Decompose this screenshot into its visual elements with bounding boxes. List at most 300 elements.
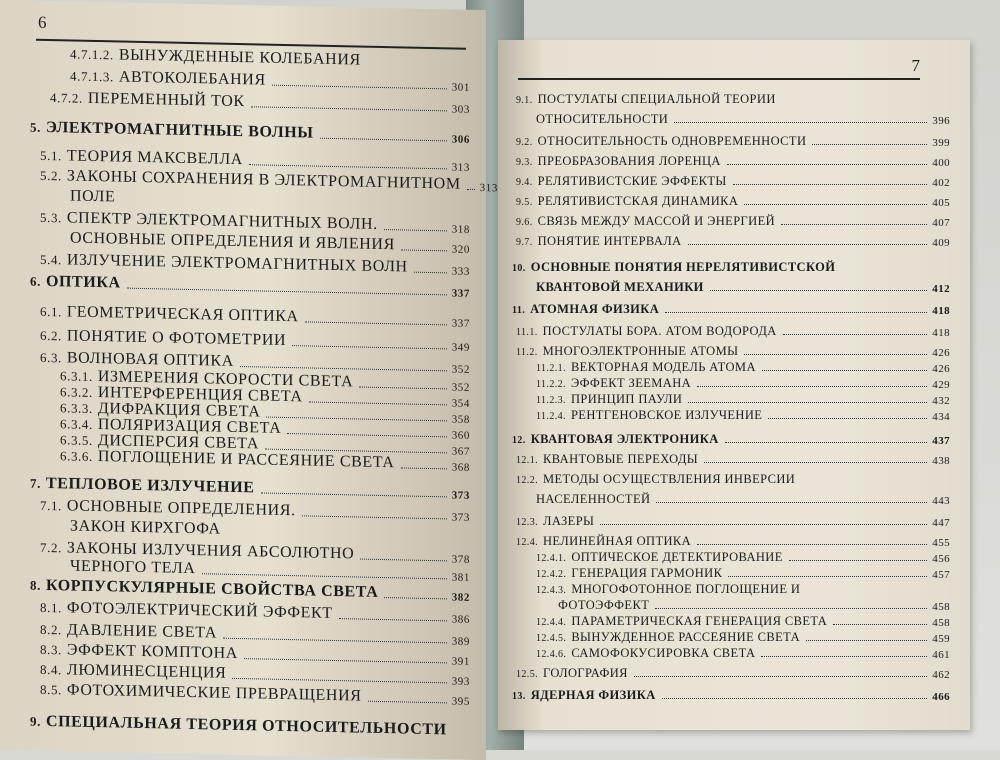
toc-entry-text: ОПТИКА	[45, 272, 121, 292]
toc-entry-number: 7.2.	[40, 539, 62, 556]
toc-entry-number: 9.1.	[516, 95, 533, 106]
toc-entry-number: 5.4.	[40, 251, 62, 268]
toc-entry-text: ПОСТУЛАТЫ БОРА. АТОМ ВОДОРОДА	[542, 324, 777, 338]
toc-entry-text: ГЕОМЕТРИЧЕСКАЯ ОПТИКА	[66, 303, 299, 326]
toc-entry-text: СВЯЗЬ МЕЖДУ МАССОЙ И ЭНЕРГИЕЙ	[537, 214, 776, 228]
toc-entry-number: 12.2.	[516, 475, 538, 486]
toc-entry-title	[70, 557, 199, 578]
toc-entry-number: 6.3.5.	[60, 432, 93, 448]
toc-entry-number: 6.	[30, 273, 41, 289]
toc-entry-number: 9.6.	[516, 217, 533, 228]
toc-entry-text: ФОТОЭФФЕКТ	[558, 598, 650, 612]
toc-entry-page: 318	[451, 223, 470, 236]
toc-entry-number: 5.3.	[40, 209, 62, 226]
toc-entry-text: ВЫНУЖДЕННЫЕ КОЛЕБАНИЯ	[118, 46, 361, 69]
dot-leader	[401, 249, 447, 251]
toc-entry-text: ДИФРАКЦИЯ СВЕТА	[97, 400, 261, 421]
dot-leader	[249, 164, 447, 169]
toc-entry-text: НЕЛИНЕЙНАЯ ОПТИКА	[543, 534, 692, 548]
toc-entry-text: РЕНТГЕНОВСКОЕ ИЗЛУЧЕНИЕ	[570, 408, 763, 422]
toc-entry-number: 5.1.	[40, 147, 62, 164]
dot-leader	[704, 462, 927, 463]
toc-entry-page: 354	[451, 397, 470, 410]
toc-entry-title	[70, 45, 364, 69]
toc-entry-number: 7.1.	[40, 497, 62, 514]
toc-entry-page: 337	[451, 287, 470, 300]
left-page	[0, 0, 498, 760]
toc-entry-title	[536, 360, 759, 375]
left-page-number: 6	[38, 12, 47, 32]
toc-entry-page: 303	[451, 103, 470, 116]
toc-entry-title	[516, 472, 798, 487]
toc-entry-number: 11.	[512, 305, 526, 316]
toc-entry-number: 12.4.3.	[536, 585, 567, 596]
right-toc-entry	[536, 376, 950, 391]
toc-entry-number: 12.4.1.	[536, 553, 567, 564]
toc-entry-page: 389	[451, 635, 470, 648]
toc-entry-title	[40, 661, 229, 683]
dot-leader	[292, 345, 447, 349]
left-toc-entry	[50, 89, 470, 116]
toc-entry-title	[536, 392, 685, 407]
right-toc-entry	[536, 392, 950, 407]
toc-entry-text: ОПТИЧЕСКОЕ ДЕТЕКТИРОВАНИЕ	[571, 550, 783, 564]
toc-entry-number: 6.3.4.	[60, 416, 93, 432]
right-toc-entry	[516, 134, 950, 149]
toc-entry-title	[536, 566, 725, 581]
toc-entry-text: ЗАКОНЫ ИЗЛУЧЕНИЯ АБСОЛЮТНО	[66, 539, 355, 563]
left-toc-entry	[30, 273, 470, 300]
toc-entry-page: 400	[932, 157, 950, 169]
toc-entry-text: ЗАКОНЫ СОХРАНЕНИЯ В ЭЛЕКТРОМАГНИТНОМ	[66, 167, 461, 193]
toc-entry-title	[516, 194, 741, 209]
dot-leader	[655, 608, 927, 609]
dot-leader	[665, 312, 927, 313]
toc-entry-number: 4.7.1.2.	[70, 46, 114, 63]
toc-entry-title	[70, 67, 269, 89]
dot-leader	[384, 229, 447, 231]
toc-entry-page: 396	[932, 115, 950, 127]
toc-entry-page: 459	[932, 633, 950, 645]
toc-entry-title	[40, 599, 336, 623]
toc-entry-page: 368	[451, 461, 470, 474]
dot-leader	[812, 144, 927, 145]
right-toc-entry	[536, 646, 950, 661]
toc-entry-number: 6.3.3.	[60, 400, 93, 416]
toc-entry-number: 11.1.	[516, 327, 538, 338]
dot-leader	[232, 678, 446, 683]
toc-entry-page: 395	[451, 695, 470, 708]
right-toc-entry	[536, 566, 950, 581]
toc-entry-text: ТЕОРИЯ МАКСВЕЛЛА	[66, 147, 243, 169]
dot-leader	[833, 624, 927, 625]
toc-entry-page: 382	[451, 591, 470, 604]
toc-entry-number: 11.2.1.	[536, 363, 566, 374]
toc-entry-title	[512, 432, 722, 447]
dot-leader	[697, 544, 927, 545]
dot-leader	[368, 701, 447, 704]
left-toc-entry	[30, 119, 470, 146]
toc-entry-number: 7.	[30, 475, 41, 491]
toc-entry-title	[536, 376, 694, 391]
toc-entry-page: 337	[451, 317, 470, 330]
toc-entry-text: ПРИНЦИП ПАУЛИ	[570, 392, 683, 406]
toc-entry-number: 11.2.	[516, 347, 538, 358]
toc-entry-title	[30, 119, 317, 143]
toc-entry-number: 12.	[512, 435, 526, 446]
toc-entry-number: 5.2.	[40, 167, 62, 184]
right-toc-entry	[516, 452, 950, 467]
toc-entry-number: 8.4.	[40, 661, 62, 678]
right-toc-entry	[536, 408, 950, 423]
toc-entry-text: АТОМНАЯ ФИЗИКА	[530, 302, 660, 316]
dot-leader	[244, 658, 447, 663]
toc-entry-title	[516, 344, 741, 359]
toc-entry-text: ИЗЛУЧЕНИЕ ЭЛЕКТРОМАГНИТНЫХ ВОЛН	[66, 251, 408, 276]
toc-entry-text: ОСНОВНЫЕ ПОНЯТИЯ НЕРЕЛЯТИВИСТСКОЙ	[530, 260, 836, 274]
toc-entry-number: 4.7.1.3.	[70, 68, 114, 85]
toc-entry-title	[30, 713, 450, 740]
toc-entry-text: КВАНТОВАЯ ЭЛЕКТРОНИКА	[530, 432, 719, 446]
toc-entry-title	[70, 187, 118, 206]
toc-entry-title	[512, 302, 662, 317]
toc-entry-text: ЧЕРНОГО ТЕЛА	[70, 557, 196, 578]
toc-entry-number: 12.1.	[516, 455, 538, 466]
toc-entry-page: 381	[451, 571, 470, 584]
dot-leader	[600, 524, 927, 525]
toc-entry-title	[516, 324, 780, 339]
toc-entry-number: 5.	[30, 119, 41, 135]
toc-entry-page: 320	[451, 243, 470, 256]
dot-leader	[725, 442, 928, 443]
toc-entry-page: 412	[932, 283, 950, 295]
dot-leader	[339, 618, 447, 621]
toc-entry-number: 9.	[30, 713, 41, 729]
toc-entry-page: 301	[451, 81, 470, 94]
toc-entry-text: ДИСПЕРСИЯ СВЕТА	[97, 432, 259, 453]
toc-entry-number: 11.2.2.	[536, 379, 566, 390]
toc-entry-page: 399	[932, 137, 950, 149]
toc-entry-title	[536, 550, 786, 565]
right-toc-entry	[516, 154, 950, 169]
right-toc-entry	[536, 112, 950, 127]
toc-entry-page: 455	[932, 537, 950, 549]
dot-leader	[727, 164, 927, 165]
toc-entry-page: 437	[932, 435, 950, 447]
toc-entry-text: КВАНТОВЫЕ ПЕРЕХОДЫ	[543, 452, 699, 466]
toc-entry-text: ИНТЕРФЕРЕНЦИЯ СВЕТА	[97, 384, 303, 406]
toc-entry-page: 391	[451, 655, 470, 668]
toc-entry-number: 8.2.	[40, 621, 62, 638]
toc-entry-text: ОСНОВНЫЕ ОПРЕДЕЛЕНИЯ.	[66, 497, 296, 520]
toc-entry-title	[40, 327, 289, 350]
toc-entry-text: МНОГОФОТОННОЕ ПОГЛОЩЕНИЕ И	[571, 582, 801, 596]
toc-entry-page: 456	[932, 553, 950, 565]
dot-leader	[202, 573, 447, 579]
right-toc-entry	[516, 472, 950, 487]
right-toc-entry	[512, 688, 950, 703]
toc-entry-title	[512, 260, 838, 275]
dot-leader	[414, 272, 447, 274]
toc-entry-title	[40, 251, 411, 277]
dot-leader	[223, 638, 447, 644]
toc-entry-text: ОТНОСИТЕЛЬНОСТИ	[536, 112, 669, 126]
toc-entry-page: 457	[932, 569, 950, 581]
toc-entry-number: 6.3.6.	[60, 448, 93, 464]
toc-entry-text: МНОГОЭЛЕКТРОННЫЕ АТОМЫ	[542, 344, 739, 358]
toc-entry-text: ЯДЕРНАЯ ФИЗИКА	[530, 688, 656, 702]
toc-entry-number: 6.1.	[40, 303, 62, 320]
toc-entry-title	[536, 614, 830, 629]
toc-entry-title	[536, 280, 707, 295]
toc-entry-page: 458	[932, 617, 950, 629]
right-toc-entry	[536, 550, 950, 565]
toc-entry-title	[516, 666, 631, 681]
toc-entry-text: ЛАЗЕРЫ	[543, 514, 595, 528]
toc-entry-number: 11.2.4.	[536, 411, 566, 422]
toc-entry-number: 8.3.	[40, 641, 62, 658]
dot-leader	[768, 418, 927, 419]
right-toc-entry	[536, 630, 950, 645]
toc-entry-page: 426	[932, 347, 950, 359]
dot-leader	[261, 492, 447, 497]
dot-leader	[697, 386, 927, 387]
dot-leader	[744, 204, 927, 205]
toc-entry-title	[40, 147, 246, 169]
toc-entry-number: 12.4.2.	[536, 569, 567, 580]
toc-entry-text: СПЕКТР ЭЛЕКТРОМАГНИТНЫХ ВОЛН.	[66, 209, 378, 233]
dot-leader	[272, 85, 447, 90]
toc-entry-page: 466	[932, 691, 950, 703]
right-toc-entry	[558, 598, 950, 613]
toc-entry-page: 373	[451, 511, 470, 524]
toc-entry-page: 426	[932, 363, 950, 375]
toc-entry-text: ГЕНЕРАЦИЯ ГАРМОНИК	[571, 566, 723, 580]
left-toc-entry	[30, 713, 470, 740]
dot-leader	[634, 676, 927, 677]
right-header-rule	[518, 78, 920, 80]
dot-leader	[781, 224, 927, 225]
right-page-number: 7	[911, 56, 920, 75]
dot-leader	[710, 290, 928, 291]
toc-entry-text: ПОНЯТИЕ О ФОТОМЕТРИИ	[66, 327, 287, 349]
dot-leader	[384, 597, 446, 599]
toc-entry-title	[536, 408, 765, 423]
toc-entry-page: 386	[451, 613, 470, 626]
toc-entry-text: ВЕКТОРНАЯ МОДЕЛЬ АТОМА	[570, 360, 756, 374]
toc-entry-text: ЛЮМИНЕСЦЕНЦИЯ	[66, 661, 227, 682]
dot-leader	[320, 138, 447, 142]
toc-entry-text: ЭФФЕКТ КОМПТОНА	[66, 641, 238, 662]
toc-entry-page: 407	[932, 217, 950, 229]
toc-entry-number: 4.7.2.	[50, 90, 83, 106]
right-toc-entry	[536, 280, 950, 295]
toc-entry-title	[536, 630, 803, 645]
toc-entry-page: 438	[932, 455, 950, 467]
toc-entry-title	[516, 174, 730, 189]
toc-entry-page: 367	[451, 445, 470, 458]
toc-entry-title	[536, 492, 653, 507]
toc-entry-text: ОСНОВНЫЕ ОПРЕДЕЛЕНИЯ И ЯВЛЕНИЯ	[70, 229, 395, 254]
toc-entry-text: ГОЛОГРАФИЯ	[543, 666, 628, 680]
toc-entry-page: 349	[451, 341, 470, 354]
toc-entry-title	[516, 134, 809, 149]
toc-entry-number: 12.4.5.	[536, 633, 567, 644]
toc-entry-page: 443	[932, 495, 950, 507]
right-toc-entry	[516, 92, 950, 107]
dot-leader	[761, 656, 927, 657]
toc-entry-number: 8.5.	[40, 681, 62, 698]
dot-leader	[806, 640, 927, 641]
toc-entry-title	[536, 112, 671, 127]
dot-leader	[688, 244, 928, 245]
toc-entry-page: 429	[932, 379, 950, 391]
toc-entry-number: 9.5.	[516, 197, 533, 208]
toc-entry-number: 9.3.	[516, 157, 533, 168]
dot-leader	[127, 288, 447, 296]
toc-entry-page: 358	[451, 413, 470, 426]
toc-entry-page: 418	[932, 327, 950, 339]
toc-entry-text: КОРПУСКУЛЯРНЫЕ СВОЙСТВА СВЕТА	[45, 576, 379, 601]
toc-entry-text: САМОФОКУСИРОВКА СВЕТА	[571, 646, 756, 660]
toc-entry-number: 11.2.3.	[536, 395, 566, 406]
toc-entry-text: ВЫНУЖДЕННОЕ РАССЕЯНИЕ СВЕТА	[571, 630, 801, 644]
toc-entry-page: 409	[932, 237, 950, 249]
toc-entry-number: 9.2.	[516, 137, 533, 148]
toc-entry-number: 12.4.6.	[536, 649, 567, 660]
toc-entry-number: 6.3.2.	[60, 384, 93, 400]
right-toc-entry	[512, 432, 950, 447]
toc-entry-text: СПЕЦИАЛЬНАЯ ТЕОРИЯ ОТНОСИТЕЛЬНОСТИ	[45, 712, 447, 739]
right-toc-entry	[516, 234, 950, 249]
toc-entry-number: 13.	[512, 691, 526, 702]
toc-entry-title	[536, 582, 803, 597]
toc-entry-page: 360	[451, 429, 470, 442]
right-toc-entry	[516, 344, 950, 359]
dot-leader	[302, 515, 447, 519]
right-toc-entry	[536, 360, 950, 375]
toc-entry-page: 461	[932, 649, 950, 661]
toc-entry-page: 378	[451, 553, 470, 566]
toc-entry-title	[70, 517, 224, 538]
toc-entry-text: ЭЛЕКТРОМАГНИТНЫЕ ВОЛНЫ	[45, 118, 314, 142]
toc-entry-title	[30, 475, 258, 498]
toc-entry-text: ТЕПЛОВОЕ ИЗЛУЧЕНИЕ	[45, 474, 255, 497]
right-toc-entry	[516, 194, 950, 209]
toc-entry-text: ПОЛЯРИЗАЦИЯ СВЕТА	[97, 416, 282, 437]
toc-entry-title	[558, 598, 652, 613]
dot-leader	[783, 334, 928, 335]
toc-entry-title	[516, 234, 685, 249]
dot-leader	[762, 370, 927, 371]
toc-entry-number: 6.3.	[40, 349, 62, 366]
toc-entry-number: 12.4.	[516, 537, 538, 548]
toc-entry-number: 9.7.	[516, 237, 533, 248]
toc-entry-page: 432	[932, 395, 950, 407]
right-toc-entry	[516, 324, 950, 339]
toc-entry-title	[40, 621, 220, 643]
toc-entry-page: 373	[451, 489, 470, 502]
toc-entry-number: 12.4.4.	[536, 617, 567, 628]
toc-entry-title	[516, 452, 701, 467]
right-toc-entry	[516, 214, 950, 229]
toc-entry-number: 12.5.	[516, 669, 538, 680]
toc-entry-title	[516, 514, 597, 529]
toc-entry-number: 12.3.	[516, 517, 538, 528]
toc-entry-page: 405	[932, 197, 950, 209]
toc-entry-title	[40, 641, 241, 663]
toc-entry-text: ПОЛЕ	[70, 187, 116, 206]
dot-leader	[240, 366, 447, 371]
dot-leader	[744, 354, 927, 355]
toc-entry-title	[516, 214, 778, 229]
toc-entry-text: ИЗМЕРЕНИЯ СКОРОСТИ СВЕТА	[97, 368, 354, 391]
left-toc-entry	[40, 303, 470, 330]
toc-entry-text: ПЕРЕМЕННЫЙ ТОК	[87, 89, 245, 111]
toc-entry-page: 333	[451, 265, 470, 278]
toc-entry-text: ПОГЛОЩЕНИЕ И РАССЕЯНИЕ СВЕТА	[97, 448, 395, 472]
toc-entry-text: ЗАКОН КИРХГОФА	[70, 517, 221, 538]
toc-entry-title	[30, 273, 124, 293]
right-toc-entry	[512, 260, 950, 275]
right-toc-entry	[516, 174, 950, 189]
right-toc-entry	[536, 614, 950, 629]
toc-entry-page: 418	[932, 305, 950, 317]
toc-entry-text: ФОТОЭЛЕКТРИЧЕСКИЙ ЭФФЕКТ	[66, 599, 333, 622]
dot-leader	[789, 560, 928, 561]
right-toc-entry	[516, 534, 950, 549]
toc-entry-page: 434	[932, 411, 950, 423]
toc-entry-text: ДАВЛЕНИЕ СВЕТА	[66, 621, 217, 642]
right-toc-entry	[536, 492, 950, 507]
dot-leader	[467, 189, 475, 190]
toc-entry-page: 352	[451, 363, 470, 376]
toc-entry-text: КВАНТОВОЙ МЕХАНИКИ	[536, 280, 704, 294]
toc-entry-text: РЕЛЯТИВИСТСКИЕ ЭФФЕКТЫ	[537, 174, 727, 188]
toc-entry-title	[516, 534, 694, 549]
dot-leader	[733, 184, 928, 185]
toc-entry-text: ВОЛНОВАЯ ОПТИКА	[66, 349, 234, 370]
dot-leader	[656, 502, 927, 503]
toc-entry-text: МЕТОДЫ ОСУЩЕСТВЛЕНИЯ ИНВЕРСИИ	[543, 472, 796, 486]
toc-entry-text: РЕЛЯТИВИСТСКАЯ ДИНАМИКА	[537, 194, 739, 208]
toc-entry-text: ПОНЯТИЕ ИНТЕРВАЛА	[537, 234, 682, 248]
dot-leader	[688, 402, 927, 403]
toc-entry-text: ПАРАМЕТРИЧЕСКАЯ ГЕНЕРАЦИЯ СВЕТА	[571, 614, 828, 628]
toc-entry-text: НАСЕЛЕННОСТЕЙ	[536, 492, 651, 506]
toc-entry-title	[516, 154, 724, 169]
toc-entry-page: 313	[479, 182, 498, 195]
toc-entry-number: 6.3.1.	[60, 368, 93, 384]
toc-entry-number: 8.1.	[40, 599, 62, 616]
dot-leader	[305, 321, 447, 325]
toc-entry-text: ФОТОХИМИЧЕСКИЕ ПРЕВРАЩЕНИЯ	[66, 681, 362, 705]
toc-entry-text: ЭФФЕКТ ЗЕЕМАНА	[570, 376, 692, 390]
toc-entry-page: 402	[932, 177, 950, 189]
toc-entry-number: 8.	[30, 577, 41, 593]
dot-leader	[401, 467, 447, 469]
dot-leader	[674, 122, 927, 123]
toc-entry-title	[40, 303, 302, 326]
dot-leader	[662, 698, 928, 699]
toc-entry-number: 10.	[512, 263, 526, 274]
toc-entry-title	[50, 89, 248, 111]
toc-entry-title	[512, 688, 659, 703]
toc-entry-page: 462	[932, 669, 950, 681]
toc-entry-text: АВТОКОЛЕБАНИЯ	[118, 68, 266, 89]
toc-entry-text: ОТНОСИТЕЛЬНОСТЬ ОДНОВРЕМЕННОСТИ	[537, 134, 807, 148]
toc-entry-title	[516, 92, 779, 107]
